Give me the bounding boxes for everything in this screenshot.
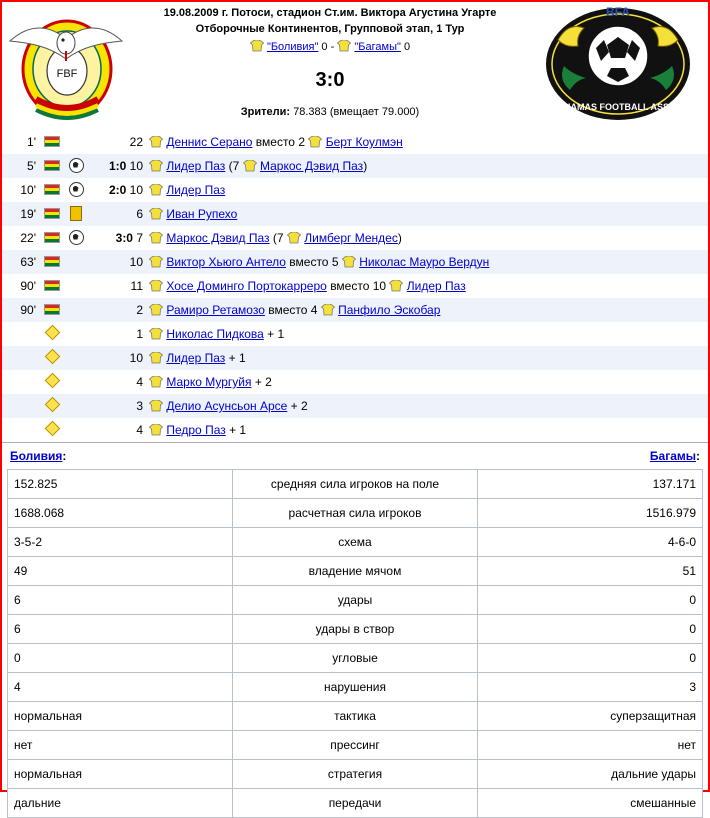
shirt-icon <box>321 304 335 316</box>
ball-icon <box>69 158 84 173</box>
stats-home-value: нет <box>8 731 233 760</box>
event-minute: 63' <box>20 255 36 269</box>
player-in-link[interactable]: Лидер Паз <box>166 351 226 365</box>
event-description <box>147 178 708 202</box>
player-in-link[interactable]: Маркос Дэвид Паз <box>166 231 270 245</box>
bonus-diamond-icon <box>44 421 60 437</box>
event-type-icon <box>63 418 89 442</box>
bonus-value: + 1 <box>267 327 285 341</box>
event-row <box>2 394 708 418</box>
event-row <box>2 154 708 178</box>
assist-player-link[interactable]: Лимберг Мендес <box>304 231 398 245</box>
stats-row <box>8 760 703 789</box>
stats-away-team <box>650 449 700 463</box>
event-row <box>2 346 708 370</box>
shirt-icon <box>342 256 356 268</box>
stats-label: удары в створ <box>233 615 478 644</box>
player-number: 10 <box>129 255 143 269</box>
stats-label: владение мячом <box>233 557 478 586</box>
bonus-diamond-icon <box>44 325 60 341</box>
stats-away-value: смешанные <box>478 789 703 818</box>
event-row <box>2 370 708 394</box>
ball-icon <box>69 182 84 197</box>
stats-row <box>8 673 703 702</box>
event-description <box>147 322 708 346</box>
event-type-icon <box>63 394 89 418</box>
bonus-value: + 1 <box>228 351 246 365</box>
stats-label: схема <box>233 528 478 557</box>
running-score: 2:0 <box>108 183 127 197</box>
score-separator: - <box>330 41 335 53</box>
shirt-icon <box>149 424 163 436</box>
substitution-text: вместо 5 <box>289 255 339 269</box>
stats-label: передачи <box>233 789 478 818</box>
team-flag <box>41 226 63 250</box>
event-description <box>147 154 708 178</box>
shirt-icon <box>149 328 163 340</box>
stats-team-header <box>2 442 708 467</box>
bonus-marker <box>41 346 63 370</box>
stats-away-value: 0 <box>478 615 703 644</box>
event-description <box>147 274 708 298</box>
player-in-link[interactable]: Лидер Паз <box>166 159 226 173</box>
event-type-icon <box>63 154 89 178</box>
bolivia-flag-icon <box>44 184 60 195</box>
team-flag <box>41 202 63 226</box>
event-description <box>147 370 708 394</box>
player-in-link[interactable]: Рамиро Ретамозо <box>166 303 265 317</box>
stats-row <box>8 615 703 644</box>
stats-row <box>8 528 703 557</box>
bonus-marker <box>41 394 63 418</box>
event-description <box>147 346 708 370</box>
away-team-link[interactable]: "Багамы" <box>354 41 401 53</box>
event-type-icon <box>63 178 89 202</box>
event-description <box>147 250 708 274</box>
player-out-link[interactable]: Панфило Эскобар <box>338 303 441 317</box>
event-type-icon <box>63 298 89 322</box>
home-team-goals: 0 <box>321 41 328 53</box>
stats-home-value: 6 <box>8 615 233 644</box>
shirt-icon <box>149 400 163 412</box>
away-team-crest <box>528 2 708 130</box>
event-description <box>147 226 708 250</box>
player-number: 4 <box>136 375 143 389</box>
event-row <box>2 274 708 298</box>
stats-home-team-link[interactable]: Боливия <box>10 449 63 463</box>
event-row <box>2 130 708 154</box>
player-out-link[interactable]: Николас Мауро Вердун <box>359 255 490 269</box>
stats-row <box>8 731 703 760</box>
running-score: 3:0 <box>115 231 133 245</box>
stats-row <box>8 702 703 731</box>
bonus-diamond-icon <box>44 349 60 365</box>
substitution-text: вместо 4 <box>268 303 318 317</box>
player-number: 1:0 10 <box>108 159 143 173</box>
event-row <box>2 202 708 226</box>
stats-away-value: суперзащитная <box>478 702 703 731</box>
event-minute: 19' <box>20 207 36 221</box>
stats-row <box>8 470 703 499</box>
team-flag <box>41 250 63 274</box>
player-number: 11 <box>130 279 143 293</box>
shirt-icon <box>287 232 301 244</box>
event-minute <box>2 370 41 394</box>
event-type-icon <box>63 226 89 250</box>
stats-label: тактика <box>233 702 478 731</box>
bolivia-flag-icon <box>44 208 60 219</box>
event-minute: 90' <box>20 303 36 317</box>
assist-player-link[interactable]: Маркос Дэвид Паз <box>259 159 364 173</box>
stats-away-value: 0 <box>478 586 703 615</box>
player-out-link[interactable]: Лидер Паз <box>406 279 466 293</box>
stats-home-value: 6 <box>8 586 233 615</box>
event-description <box>147 130 708 154</box>
stats-away-value: 137.171 <box>478 470 703 499</box>
player-number: 1 <box>136 327 143 341</box>
player-number: 10 <box>129 351 143 365</box>
bolivia-flag-icon <box>44 160 60 171</box>
event-row <box>2 418 708 442</box>
stats-away-value: 1516.979 <box>478 499 703 528</box>
match-info <box>132 2 528 120</box>
player-in-link[interactable]: Иван Рупехо <box>166 207 238 221</box>
stats-away-value: дальние удары <box>478 760 703 789</box>
shirt-icon <box>149 160 163 172</box>
event-type-icon <box>63 202 89 226</box>
event-row <box>2 322 708 346</box>
player-number: 6 <box>136 207 143 221</box>
bonus-diamond-icon <box>44 397 60 413</box>
match-stats-table <box>7 469 703 818</box>
assist-prefix: (7 <box>272 231 284 245</box>
event-minute <box>2 418 41 442</box>
event-minute <box>2 346 41 370</box>
event-minute: 1' <box>27 135 36 149</box>
home-team-link[interactable]: "Боливия" <box>266 41 319 53</box>
event-minute <box>2 394 41 418</box>
home-team-crest <box>2 2 132 130</box>
team-flag <box>41 178 63 202</box>
match-header <box>2 2 708 130</box>
assist-prefix: (7 <box>228 159 240 173</box>
stats-home-value: 152.825 <box>8 470 233 499</box>
player-number: 3 <box>136 399 143 413</box>
player-number: 4 <box>136 423 143 437</box>
shirt-icon <box>149 304 163 316</box>
stats-away-value: 0 <box>478 644 703 673</box>
stats-label: прессинг <box>233 731 478 760</box>
assist-suffix: ) <box>363 159 368 173</box>
player-number: 2 <box>136 303 143 317</box>
svg-text:FBF: FBF <box>56 68 78 80</box>
stats-row <box>8 644 703 673</box>
player-number: 2:0 10 <box>108 183 143 197</box>
bolivia-flag-icon <box>44 304 60 315</box>
stats-label: расчетная сила игроков <box>233 499 478 528</box>
svg-text:BAHAMAS FOOTBALL ASSOC.: BAHAMAS FOOTBALL ASSOC. <box>551 102 685 112</box>
event-description <box>147 418 708 442</box>
stats-label: средняя сила игроков на поле <box>233 470 478 499</box>
player-in-link[interactable]: Хосе Доминго Портокарреро <box>166 279 327 293</box>
event-type-icon <box>63 322 89 346</box>
stats-home-value: 4 <box>8 673 233 702</box>
bolivia-flag-icon <box>44 136 60 147</box>
player-in-link[interactable]: Марко Мургуйя <box>166 375 252 389</box>
event-type-icon <box>63 346 89 370</box>
shirt-icon <box>149 184 163 196</box>
match-date-venue <box>132 6 528 21</box>
shirt-icon <box>308 136 322 148</box>
shirt-icon <box>250 40 264 52</box>
away-team-goals: 0 <box>403 41 411 53</box>
shirt-icon <box>337 40 351 52</box>
event-type-icon <box>63 250 89 274</box>
bonus-value: + 2 <box>254 375 272 389</box>
shirt-icon <box>149 232 163 244</box>
stats-home-value: 1688.068 <box>8 499 233 528</box>
stats-home-team <box>10 449 66 463</box>
stats-home-value: нормальная <box>8 702 233 731</box>
player-out-link[interactable]: Берт Коулмэн <box>325 135 403 149</box>
event-minute: 5' <box>27 159 36 173</box>
stats-home-value: 49 <box>8 557 233 586</box>
stats-away-value: 3 <box>478 673 703 702</box>
event-type-icon <box>63 130 89 154</box>
attendance-label: Зрители: <box>240 106 291 118</box>
event-type-icon <box>63 370 89 394</box>
match-date-venue-text: 19.08.2009 г. Потоси, стадион Ст.им. Виктора Агустина Угарте <box>163 7 497 19</box>
event-row <box>2 298 708 322</box>
team-flag <box>41 298 63 322</box>
stats-away-value: 51 <box>478 557 703 586</box>
stats-home-colon: : <box>62 449 67 463</box>
stats-row <box>8 789 703 818</box>
stats-row <box>8 557 703 586</box>
bonus-diamond-icon <box>44 373 60 389</box>
shirt-icon <box>149 352 163 364</box>
shirt-icon <box>389 280 403 292</box>
svg-text:BFA: BFA <box>606 6 630 19</box>
stats-label: стратегия <box>233 760 478 789</box>
player-number: 3:0 7 <box>115 231 143 245</box>
player-in-link[interactable]: Делио Асунсьон Арсе <box>166 399 288 413</box>
bonus-value: + 2 <box>290 399 308 413</box>
shirt-icon <box>243 160 257 172</box>
player-in-link[interactable]: Лидер Паз <box>166 183 226 197</box>
event-row <box>2 226 708 250</box>
attendance-value: 78.383 (вмещает 79.000) <box>293 106 420 118</box>
match-events-body <box>2 130 708 442</box>
stats-away-value: нет <box>478 731 703 760</box>
event-minute: 10' <box>20 183 36 197</box>
shirt-icon <box>149 256 163 268</box>
bolivia-flag-icon <box>44 280 60 291</box>
stats-label: удары <box>233 586 478 615</box>
attendance <box>132 104 528 120</box>
assist-suffix: ) <box>397 231 402 245</box>
shirt-icon <box>149 208 163 220</box>
stats-home-value: нормальная <box>8 760 233 789</box>
stats-away-colon: : <box>696 449 700 463</box>
substitution-text: вместо 2 <box>255 135 305 149</box>
match-stats-body <box>8 470 703 818</box>
event-description <box>147 298 708 322</box>
stats-home-value: дальние <box>8 789 233 818</box>
shirt-icon <box>149 280 163 292</box>
stats-row <box>8 586 703 615</box>
team-flag <box>41 130 63 154</box>
team-flag <box>41 274 63 298</box>
bonus-marker <box>41 322 63 346</box>
stats-row <box>8 499 703 528</box>
yellow-card-icon <box>70 206 82 221</box>
event-row <box>2 178 708 202</box>
running-score: 1:0 <box>108 159 127 173</box>
shirt-icon <box>149 136 163 148</box>
match-stage: Отборочные Континентов, Групповой этап, 1 Тур <box>195 23 465 35</box>
stats-home-value: 3-5-2 <box>8 528 233 557</box>
event-description <box>147 394 708 418</box>
player-in-link[interactable]: Виктор Хьюго Антело <box>166 255 286 269</box>
player-in-link[interactable]: Деннис Серано <box>166 135 253 149</box>
stats-label: угловые <box>233 644 478 673</box>
player-number: 22 <box>129 135 143 149</box>
match-events-table <box>2 130 708 442</box>
team-flag <box>41 154 63 178</box>
stats-home-value: 0 <box>8 644 233 673</box>
event-minute <box>2 322 41 346</box>
player-in-link[interactable]: Педро Паз <box>166 423 226 437</box>
stats-away-value: 4-6-0 <box>478 528 703 557</box>
bonus-marker <box>41 418 63 442</box>
player-in-link[interactable]: Николас Пидкова <box>166 327 264 341</box>
event-minute: 90' <box>20 279 36 293</box>
event-minute: 22' <box>20 231 36 245</box>
stats-label: нарушения <box>233 673 478 702</box>
bolivia-flag-icon <box>44 256 60 267</box>
substitution-text: вместо 10 <box>330 279 387 293</box>
bonus-value: + 1 <box>229 423 247 437</box>
stats-away-team-link[interactable]: Багамы <box>649 449 696 463</box>
bonus-marker <box>41 370 63 394</box>
ball-icon <box>69 230 84 245</box>
event-type-icon <box>63 274 89 298</box>
event-description <box>147 202 708 226</box>
shirt-icon <box>149 376 163 388</box>
final-score: 3:0 <box>315 69 345 91</box>
event-row <box>2 250 708 274</box>
teams-line <box>132 38 528 56</box>
bolivia-flag-icon <box>44 232 60 243</box>
